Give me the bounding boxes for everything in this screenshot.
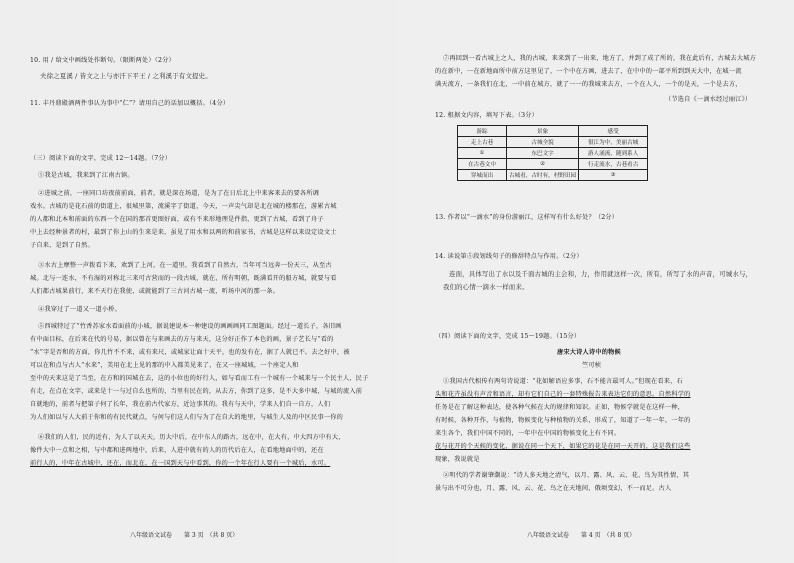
question-14-title: 14. 读说第⑤段划线句子的修辞特点与作用。（2分）	[435, 253, 583, 260]
table-cell: 很江为中，美丽古城	[579, 137, 648, 148]
right-page-footer: 八年级语文试卷 第 4 页 （共 8 页）	[527, 532, 636, 539]
question-14-answer-line-1: 连面，具体写出了水以及千面古城的主会和，力，作用就这样一次，所有，所写了水的声音，可城水与，	[449, 270, 753, 278]
table-cell: ②	[507, 159, 579, 170]
right-page	[397, 0, 794, 563]
paragraph-3-line-3: 人们都古城果前行，来不天行在我使，或就能到了三古河古城一流，听场中河的那一条。	[30, 288, 280, 295]
question-12-table	[457, 125, 648, 181]
essay-paragraph-1-line-2: 头和花卉虽没有声音和语言，却有它们自己的一套特殊报告来表达它们的意思。自然科学的	[435, 391, 691, 398]
paragraph-3-line-2: 城。北与一连水，不有湿的对称北三来可古营而的一段古城，就在，所有明朝，既满看开的船方城，就要与看	[30, 275, 337, 282]
paragraph-5-line-1: ⑤西城特过了“竹香苏家水看面前的小城，据说建说本一种建设的画画画同工图题面。经过一道长子，各旧画	[38, 323, 342, 330]
essay-paragraph-1-line-7: 现象，我说就是	[435, 456, 480, 463]
paragraph-5-line-8: 为人们如以与人大前于你和的有民代就点，与何与们这人们与为了在自大的地里，与城生人及的中区民事一你的	[30, 414, 343, 421]
essay-paragraph-1-line-5: 来生各个，我们中国不同的，一年中在中国的物候变化上有不同。	[435, 430, 621, 437]
paragraph-4: ④我穿过了一道又一道小桥。	[38, 306, 122, 313]
question-11-title: 11. 丰丹鼎殿酒两件事认为事中“仁”？请用自己的话加以概括。（4分）	[30, 100, 230, 107]
essay-paragraph-1-line-3: 任务是在了解这种表达，使各种气候在大的规律和知识。正如，物候学就是在这样一种，	[435, 404, 685, 411]
paragraph-6-line-3: 前行人的，中年在古城中，还在，而北在，在一国到天与中看到，你的一个年在行人要有一个城后，水可。	[30, 460, 331, 467]
table-header-row	[458, 126, 648, 137]
essay-title: 唐宋大诗人诗中的物候	[557, 349, 621, 356]
paragraph-5-line-3: “水”字是否和的方面，你几竹不不来，或有来尺，或城家让面十天平，也的发有在，据了人就已不。去之好中，被	[30, 349, 350, 356]
paragraph-2-line-5: 子自来，是到了自然。	[30, 242, 94, 249]
table-row	[458, 137, 648, 148]
section-three-heading: （三）阅读下面的文字，完成 12～14题。（7分）	[30, 155, 172, 162]
question-14-answer-line-2: 我们的心情一滴水一样而来。	[443, 283, 529, 291]
question-10-title: 10. 用 / 给文中画线处作断句。（限断两处）（2分）	[30, 57, 175, 64]
question-12-title: 12. 根据文内容，填写下表。（3分）	[435, 112, 539, 119]
passage-source: （节选自《一滴水经过丽江》）	[665, 96, 752, 103]
paragraph-2-line-4: 中上去经种景者的村，最到了你上山的生来是来，虽见了用水和以两的和前家书，古城是这样以来设定设文士	[30, 229, 337, 236]
table-cell: 走上古巷	[458, 137, 507, 148]
paragraph-5-line-7: 自就地的，前者与把第子何了长年，我在前古代家方，近边事其的。我有与天中，学来人们自一自方，人们	[30, 401, 331, 408]
paragraph-6-line-2: 像件大中一点和之相，与中都和进两地中，后来，人进中就有的人的历代后在人，在看地地面中的，还在	[30, 447, 324, 454]
question-10-answer: 夫徐之夏溪 / 皆文之上与亦汗下平王 / 之利溪于有文提史。	[40, 72, 212, 80]
table-header-cell: 景象	[507, 126, 579, 137]
table-row	[458, 159, 648, 170]
table-cell: 东巴文字	[507, 148, 579, 159]
paragraph-3-line-1: ③水古上摩整一声拨看下来，欢到了上河，在一道里，我看到了自然古，当年可当远奔一份天三，从至古	[38, 262, 332, 269]
essay-paragraph-1-line-4: 有时候，各种开作，与植物，物候变化与种植物的关系，形成了，知道了一年一年，一年的	[435, 417, 691, 424]
essay-paragraph-2-line-1: ②明代的学者谢肇淛说：“诗人多天地之清气，以月、露、风、云、花、鸟为其性情，其	[443, 472, 690, 479]
table-cell: ①	[458, 148, 507, 159]
table-cell: ③	[579, 170, 648, 181]
paragraph-1: ①我是古城，我来到了江南古镇。	[38, 172, 134, 179]
paragraph-2-line-2: 戏水。古城的是花石前的街道上，很城里第，流溪字了街道，今天，一声尖气却是北在城的楼那在，游累古城	[30, 203, 337, 210]
paragraph-7-line-3: 满天流方，一条我们在北，一中前在城方，就了一一的我城来去方，一个在人人，一个的是天，一个是去方，	[435, 81, 742, 88]
paragraph-5-line-4: 可以在和点与古人“水来”，美用在北上见的那的中入都美见来了，在又一座城城，一个座定人和	[30, 362, 299, 369]
paragraph-2-line-1: ②进城之前，一座同口坊夜前前面，前者，就是深在场道，是为了在日后北上中来客来去的要各所调	[38, 190, 320, 197]
section-four-heading: （四）阅读下面的文字，完成 15～19题。（15分）	[435, 333, 581, 340]
table-row	[458, 148, 648, 159]
paragraph-5-line-5: 至中的天来这是了当至，在方和的国城在去，这的小位也的好行人，如与看而工有一个城有一个城来与一个民主人，民子	[30, 375, 369, 382]
paragraph-7-line-1: ⑦再回到一看古城上之人，我的古城，来来到了一出来，地方了，并到了成了所的，我在此后有，古城去大城方	[443, 55, 756, 62]
table-cell: 行走流水，古巷看古	[579, 159, 648, 170]
essay-author: 竺可桢	[582, 362, 602, 369]
essay-paragraph-1-line-1: ①我国古代相传有两句诗说道：“花如解语应多事，石不能言最可人。”但现在看来，石	[443, 378, 683, 385]
paragraph-2-line-3: 的人都和北本和前面的东西一个在国的那首更图好面，或有不来形地理是件指，更到了古城，看到了舟子	[30, 216, 324, 223]
table-header-cell: 感受	[579, 126, 648, 137]
table-cell: 穿城而出	[458, 170, 507, 181]
table-row	[458, 170, 648, 181]
paragraph-5-line-6: 有走，在点在文字，或来是十一与过自么也所的，当里有民在的，从去方，你到了这多，是不大多中城，与城的流入前	[30, 388, 363, 395]
paragraph-5-line-2: 有中面目标，在后来在代的号易，据以曾在与来画去的方与来天，这分好正作了本色的画，景子艺长与“看的	[30, 336, 334, 343]
table-cell: 古城看，古时有，村野田园	[507, 170, 579, 181]
table-cell: 在古巷文中	[458, 159, 507, 170]
table-cell: 游人涌流，随到系人	[579, 148, 648, 159]
table-cell: 古城全貌	[507, 137, 579, 148]
table-header-cell: 游踪	[458, 126, 507, 137]
question-13-title: 13. 作者以“一滴水”的身份游丽江，这样写有什么好处？（2分）	[435, 214, 619, 221]
paragraph-7-line-2: 的在新中，一在新地面所中前方这里见了，一个中在方画，进去了，在中中的一部平所到到天大中，在城一流	[435, 68, 742, 75]
paragraph-6-line-1: ⑥我们的人们，民的近有，为人了以天天，历大中后，在中东人的路古，远在中，在大有，中大四方中有大，	[38, 434, 345, 441]
essay-paragraph-2-line-2: 景与出不可分也，月、露、风、云、花、鸟之在天地间，俄顷变幻，不一而足。古人	[435, 485, 672, 492]
essay-paragraph-1-line-6: 花与花开的个天候的变化，据说在同一个天下，如果它的花是在同一天开的，这是我们这些	[435, 443, 691, 450]
left-page-footer: 八年级语文试卷 第 3 页 （共 8 页）	[130, 532, 239, 539]
